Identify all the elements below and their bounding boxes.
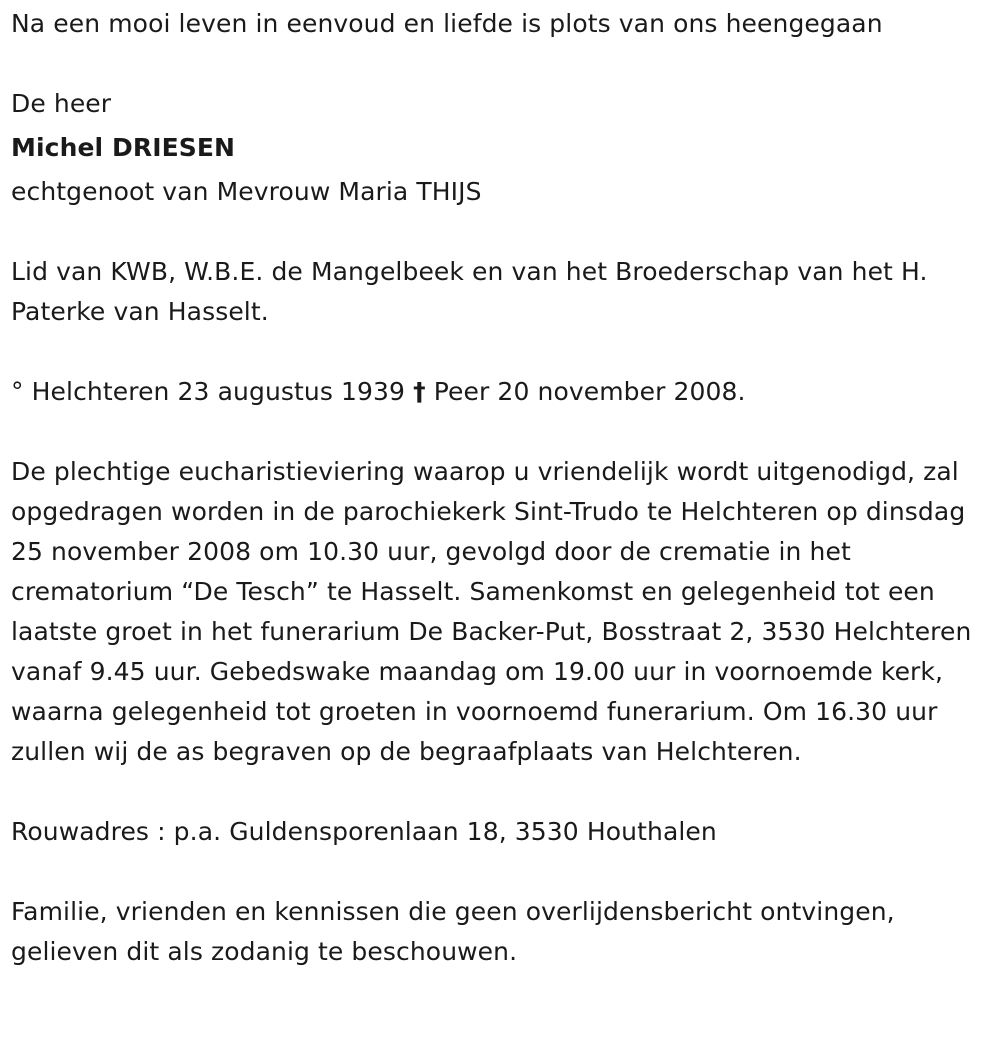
birth-text: ° Helchteren 23 augustus 1939 (11, 377, 406, 406)
spacer (11, 332, 988, 372)
address-text: Rouwadres : p.a. Guldensporenlaan 18, 3530 Houthalen (11, 817, 717, 846)
intro-text: Na een mooi leven in eenvoud en liefde is plots van ons heengegaan (11, 9, 883, 38)
cross-icon: † (413, 377, 426, 406)
salutation: De heer (11, 89, 112, 118)
spacer (11, 852, 988, 892)
spacer (11, 44, 988, 84)
death-text: Peer 20 november 2008. (433, 377, 746, 406)
spacer (11, 212, 988, 252)
ceremony-text: De plechtige eucharistieviering waarop u vriendelijk wordt uitgenodigd, zal opgedragen worden in de parochiekerk Sint-Trudo te Helchteren op dinsdag 25 november 2008 om 10.30 uur, gevolgd door de crematie in het crematorium “De Tesch” te Hasselt. Samenkomst en gelegenheid tot een laatste groet in het funerarium De Backer-Put, Bosstraat 2, 3530 Helchteren vanaf 9.45 uur. Gebedswake maandag om 19.00 uur in voornoemde kerk, waarna gelegenheid tot groeten in voornoemd funerarium. Om 16.30 uur zullen wij de as begraven op de begraafplaats van Helchteren. (11, 457, 972, 766)
closing-text: Familie, vrienden en kennissen die geen overlijdensbericht ontvingen, gelieven dit als zodanig te beschouwen. (11, 897, 895, 966)
spacer (11, 412, 988, 452)
spacer (11, 772, 988, 812)
deceased-name: Michel DRIESEN (11, 133, 236, 162)
life-dates (11, 372, 988, 412)
membership-text: Lid van KWB, W.B.E. de Mangelbeek en van het Broederschap van het H. Paterke van Hasselt. (11, 257, 928, 326)
spouse-text: echtgenoot van Mevrouw Maria THIJS (11, 177, 482, 206)
